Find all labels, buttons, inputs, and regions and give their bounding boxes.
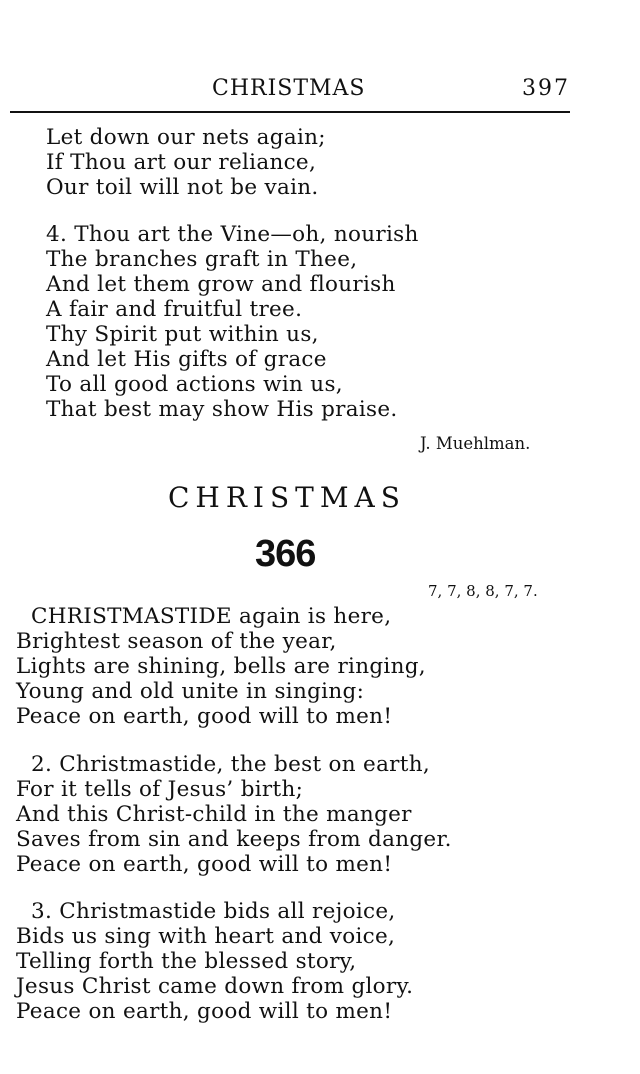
continued-stanza-tail (46, 125, 326, 200)
stanza-4 (46, 222, 419, 422)
verse-line: The branches graft in Thee, (46, 247, 358, 272)
verse-line: Peace on earth, good will to men! (16, 704, 393, 729)
author-attribution: J. Muehlman. (420, 434, 531, 453)
verse-line: And let them grow and flourish (46, 272, 396, 297)
verse-line: And this Christ-child in the manger (16, 802, 412, 827)
verse-line: CHRISTMASTIDE again is here, (31, 604, 392, 629)
verse-line: Bids us sing with heart and voice, (16, 924, 396, 949)
verse-line: To all good actions win us, (46, 372, 343, 397)
verse-line: A fair and fruitful tree. (46, 297, 303, 322)
running-head-title: CHRISTMAS (212, 76, 366, 101)
verse-line: 2. Christmastide, the best on earth, (31, 752, 430, 777)
verse-line: That best may show His praise. (46, 397, 398, 422)
stanza-1 (16, 604, 426, 729)
verse-line: Brightest season of the year, (16, 629, 337, 654)
verse-line: Lights are shining, bells are ringing, (16, 654, 426, 679)
verse-line: Saves from sin and keeps from danger. (16, 827, 452, 852)
verse-line: 3. Christmastide bids all rejoice, (31, 899, 396, 924)
running-head (0, 76, 640, 106)
section-title: CHRISTMAS (168, 481, 406, 514)
stanza-2 (16, 752, 452, 877)
hymn-meter: 7, 7, 8, 8, 7, 7. (428, 582, 538, 600)
verse-line: Let down our nets again; (46, 125, 326, 150)
verse-line: Thy Spirit put within us, (46, 322, 319, 347)
hymn-number: 366 (255, 533, 316, 575)
verse-line: Peace on earth, good will to men! (16, 999, 393, 1024)
verse-line: 4. Thou art the Vine—oh, nourish (46, 222, 419, 247)
verse-line: And let His gifts of grace (46, 347, 327, 372)
stanza-3 (16, 899, 413, 1024)
verse-line: Young and old unite in singing: (16, 679, 365, 704)
page-number: 397 (522, 76, 570, 101)
verse-line: Telling forth the blessed story, (16, 949, 357, 974)
verse-line: Jesus Christ came down from glory. (16, 974, 414, 999)
verse-line: For it tells of Jesus’ birth; (16, 777, 304, 802)
verse-line: Peace on earth, good will to men! (16, 852, 393, 877)
verse-line: Our toil will not be vain. (46, 175, 319, 200)
header-rule (10, 111, 570, 113)
verse-line: If Thou art our reliance, (46, 150, 317, 175)
